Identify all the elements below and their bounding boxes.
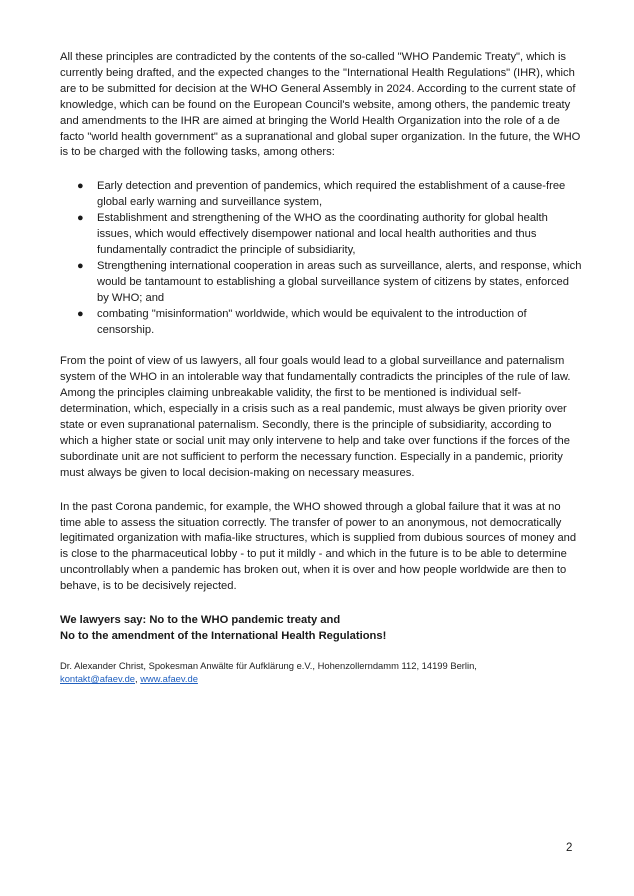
slogan-line-1: We lawyers say: No to the WHO pandemic treaty and (60, 614, 341, 627)
list-item-text: Early detection and prevention of pandemics, which required the establishment of a cause-free global early warning and surveillance system, (97, 180, 566, 209)
list-item-text: Strengthening international cooperation in areas such as surveillance, alerts, and response, which would be tantamount to establishing a global surveillance system of citizens by states, enforced by WHO; and (97, 259, 582, 304)
list-item (60, 259, 582, 307)
contact-info (60, 659, 582, 686)
list-item (60, 179, 582, 211)
bullet-icon: ● (77, 259, 84, 272)
bullet-icon: ● (77, 180, 84, 193)
slogan-line-2: No to the amendment of the International Health Regulations! (60, 630, 387, 642)
page-number: 2 (566, 842, 573, 854)
bullet-icon: ● (77, 212, 84, 225)
website-link[interactable]: www.afaev.de (140, 673, 198, 685)
contact-separator: , (135, 673, 141, 685)
slogan (60, 613, 582, 645)
list-item (60, 211, 582, 259)
list-item (60, 307, 582, 339)
intro-paragraph: All these principles are contradicted by the contents of the so-called "WHO Pandemic Treaty", which is currently being drafted, and the expected changes to the "International Health Regulations" (IHR), which are to be submitted for decision at the WHO General Assembly in 2024. According to the current state of knowledge, which can be found on the European Council's website, among others, the pandemic treaty and amendments to the IHR are aimed at bringing the World Health Organization into the role of a de facto "world health government" as a supranational and global super organization. In the future, the WHO is to be charged with the following tasks, among others: (60, 51, 581, 159)
contact-text: Dr. Alexander Christ, Spokesman Anwälte für Aufklärung e.V., Hohenzollerndamm 112, 14199 Berlin, (60, 659, 477, 671)
corona-paragraph: In the past Corona pandemic, for example, the WHO showed through a global failure that it was at no time able to assess the situation correctly. The transfer of power to an anonymous, not democratically legitimated organization with mafia-like structures, which is supplied from dubious sources of money and is close to the pharmaceutical lobby - to put it mildly - and which in the future is to be able to determine uncontrollably when a pandemic has broken out, when it is over and how people worldwide are then to behave, is to be decisively rejected. (60, 500, 577, 593)
list-item-text: Establishment and strengthening of the WHO as the coordinating authority for global health issues, which would effectively disempower national and local health authorities and thus fundamentally contradict the principle of subsidiarity, (97, 212, 548, 256)
bullet-icon: ● (77, 307, 84, 320)
document-page (60, 50, 582, 686)
email-link[interactable]: kontakt@afaev.de (60, 673, 136, 685)
tasks-list (60, 179, 582, 338)
lawyers-view-paragraph: From the point of view of us lawyers, all four goals would lead to a global surveillance and paternalism system of the WHO in an intolerable way that fundamentally contradicts the principles of the rule of law. Among the principles claiming unbreakable validity, the first to be mentioned is individual self-determination, which, especially in a crisis such as a real pandemic, must always be given priority over state or even supranational paternalism. Secondly, there is the principle of subsidiarity, according to which a higher state or social unit may only intervene to help and take over functions if the forces of the subordinate unit are not sufficient to perform the necessary function. Especially in a pandemic, priority must always be given to local decision-making on necessary measures. (60, 355, 571, 479)
list-item-text: combating "misinformation" worldwide, which would be equivalent to the introduction of censorship. (97, 307, 527, 336)
